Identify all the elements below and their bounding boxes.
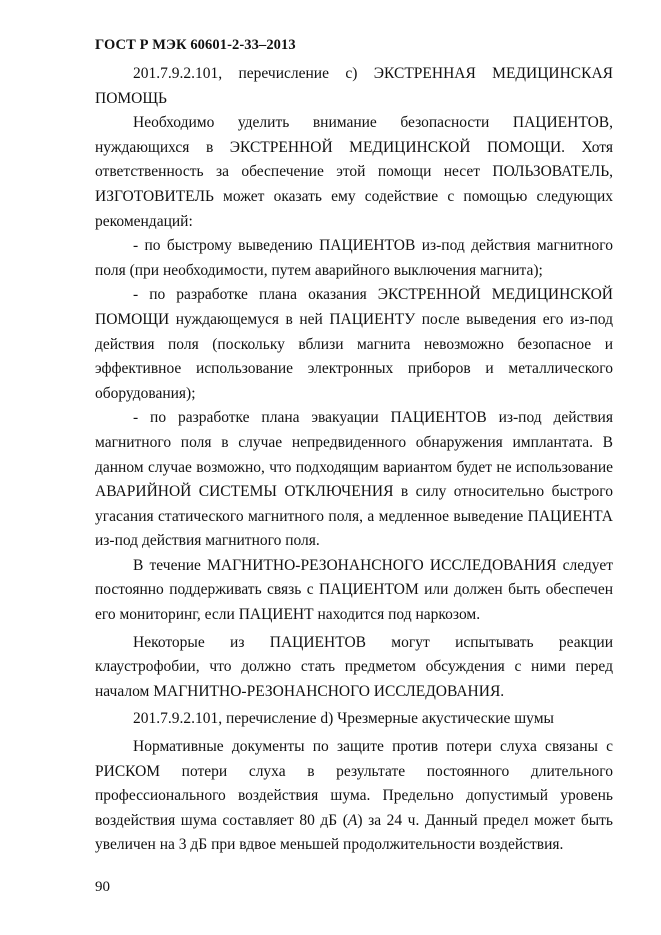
noise-text-after: ) за 24 ч. Данный предел может быть увеличен на 3 дБ при вдвое меньшей продолжительности воздействия. (95, 811, 614, 854)
list-item-evacuation-plan: - по разработке плана эвакуации ПАЦИЕНТОВ из-под действия магнитного поля в случае непредвиденного обнаружения имплантата. В данном случае возможно, что подходящим вариантом будет не использование АВАРИЙНОЙ СИСТЕМЫ ОТКЛЮЧЕНИЯ в силу относительно быстрого угасания статического магнитного поля, а медленное выведение ПАЦИЕНТА из-под действия магнитного поля. (95, 409, 613, 550)
standard-code-header: ГОСТ Р МЭК 60601-2-33–2013 (95, 37, 296, 53)
paragraph-patient-monitoring: В течение МАГНИТНО-РЕЗОНАНСНОГО ИССЛЕДОВАНИЯ следует постоянно поддерживать связь с ПАЦИЕНТОМ или должен быть обеспечен его мониторинг, если ПАЦИЕНТ находится под наркозом. (95, 556, 613, 624)
section-heading-d: 201.7.9.2.101, перечисление d) Чрезмерные акустические шумы (133, 710, 554, 728)
paragraph-claustrophobia: Некоторые из ПАЦИЕНТОВ могут испытывать реакции клаустрофобии, что должно стать предметом обсуждения с ними перед началом МАГНИТНО-РЕЗОНАНСНОГО ИССЛЕДОВАНИЯ. (95, 633, 613, 700)
paragraph-acoustic-noise (95, 735, 613, 858)
list-item-patient-removal: - по быстрому выведению ПАЦИЕНТОВ из-под действия магнитного поля (при необходимости, путем аварийного выключения магнита); (95, 237, 613, 279)
section-heading-c: 201.7.9.2.101, перечисление c) ЭКСТРЕННАЯ МЕДИЦИНСКАЯ ПОМОЩЬ (95, 65, 613, 107)
noise-weighting-symbol: A (347, 811, 358, 829)
noise-text-before: Нормативные документы по защите против потери слуха связаны с РИСКОМ потери слуха в результате постоянного длительного профессионального воздействия шума. Предельно допустимый уровень воздействия шума составляет 80 дБ ( (95, 738, 613, 829)
list-item-care-plan: - по разработке плана оказания ЭКСТРЕННОЙ МЕДИЦИНСКОЙ ПОМОЩИ нуждающемуся в ней ПАЦИЕНТУ после выведения его из-под действия поля (поскольку вблизи магнита невозможно безопасное и эффективное использование электронных приборов и металлического оборудования); (95, 286, 613, 402)
paragraph-emergency-care: Необходимо уделить внимание безопасности ПАЦИЕНТОВ, нуждающихся в ЭКСТРЕННОЙ МЕДИЦИНСКОЙ ПОМОЩИ. Хотя ответственность за обеспечение этой помощи несет ПОЛЬЗОВАТЕЛЬ, ИЗГОТОВИТЕЛЬ может оказать ему содействие с помощью следующих рекомендаций: (95, 114, 613, 230)
page-number: 90 (95, 879, 110, 895)
document-body (95, 62, 613, 858)
